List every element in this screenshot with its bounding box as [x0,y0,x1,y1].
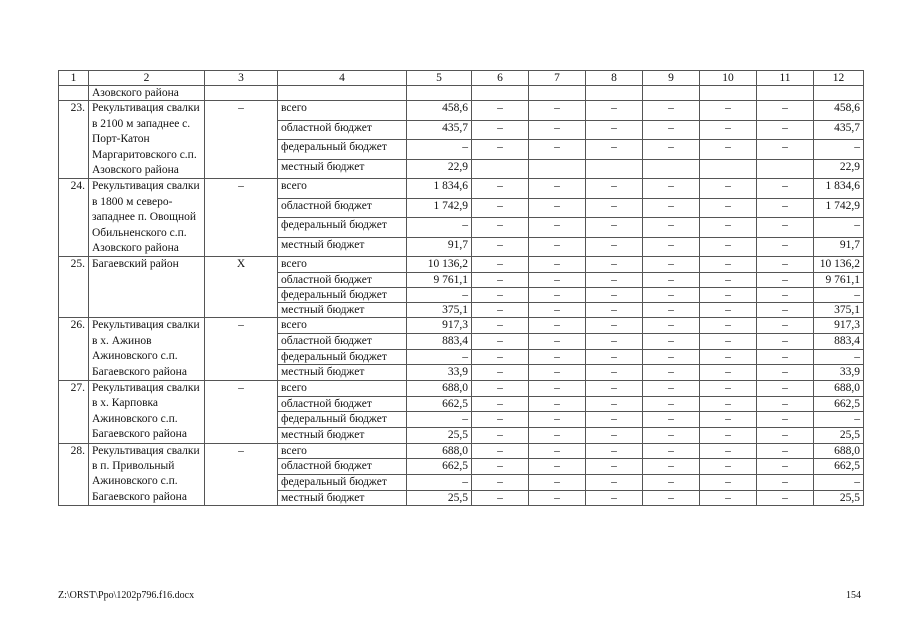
row-number: 27. [59,380,89,443]
summary-value: 25,5 [814,427,864,443]
year-value: – [586,333,643,349]
year-value: – [643,198,700,218]
year-value: – [700,443,757,459]
year-value [529,159,586,179]
funding-source-label: федеральный бюджет [278,412,407,428]
year-value: – [700,365,757,381]
year-value: – [643,257,700,272]
continuation-empty-cell [529,86,586,101]
year-value: – [586,459,643,475]
header-cell: 9 [643,71,700,86]
year-value: – [757,380,814,396]
year-value: – [700,287,757,302]
year-value: – [586,140,643,160]
year-value: – [529,257,586,272]
responsible-cell: – [205,101,278,179]
funding-source-label: всего [278,101,407,121]
year-value: – [757,179,814,199]
year-value: – [757,365,814,381]
summary-value: 662,5 [814,396,864,412]
continuation-empty-cell [472,86,529,101]
header-cell: 4 [278,71,407,86]
continuation-num-cell [59,86,89,101]
year-value: – [757,101,814,121]
total-value: 458,6 [407,101,472,121]
year-value: – [643,101,700,121]
year-value: – [529,443,586,459]
year-value: – [529,237,586,257]
funding-source-label: местный бюджет [278,490,407,506]
object-name: Рекультивация свалки в 1800 м северо-западнее п. Овощной Обильненского с.п. Азовского района [89,179,205,257]
summary-value: 883,4 [814,333,864,349]
row-number: 26. [59,318,89,381]
summary-value: 435,7 [814,120,864,140]
year-value: – [586,443,643,459]
year-value: – [586,101,643,121]
responsible-cell: – [205,179,278,257]
year-value: – [643,303,700,318]
continuation-empty-cell [205,86,278,101]
summary-value: 33,9 [814,365,864,381]
table-row [59,101,864,121]
year-value: – [700,140,757,160]
total-value: – [407,287,472,302]
responsible-cell: – [205,380,278,443]
year-value: – [529,474,586,490]
year-value: – [700,412,757,428]
year-value: – [529,396,586,412]
year-value: – [586,427,643,443]
total-value: – [407,474,472,490]
page-number: 154 [846,590,861,601]
year-value: – [700,490,757,506]
year-value: – [472,474,529,490]
year-value: – [700,396,757,412]
summary-value: 10 136,2 [814,257,864,272]
year-value: – [757,427,814,443]
total-value: – [407,140,472,160]
funding-source-label: местный бюджет [278,427,407,443]
year-value: – [472,120,529,140]
year-value: – [643,396,700,412]
responsible-cell: Х [205,257,278,318]
year-value: – [472,303,529,318]
year-value: – [472,380,529,396]
total-value: 688,0 [407,380,472,396]
object-name: Рекультивация свалки в х. Ажинов Ажиновского с.п. Багаевского района [89,318,205,381]
summary-value: – [814,218,864,238]
funding-source-label: всего [278,443,407,459]
year-value: – [757,412,814,428]
year-value: – [472,333,529,349]
year-value: – [643,333,700,349]
year-value: – [586,198,643,218]
year-value: – [586,412,643,428]
summary-value: 458,6 [814,101,864,121]
year-value: – [529,303,586,318]
year-value: – [472,427,529,443]
summary-value: 662,5 [814,459,864,475]
year-value: – [529,380,586,396]
year-value: – [472,396,529,412]
year-value: – [643,459,700,475]
year-value: – [529,459,586,475]
year-value: – [529,490,586,506]
year-value: – [529,349,586,365]
funding-source-label: областной бюджет [278,120,407,140]
year-value: – [643,349,700,365]
object-name: Рекультивация свалки в х. Карповка Ажиновского с.п. Багаевского района [89,380,205,443]
year-value: – [643,365,700,381]
funding-source-label: областной бюджет [278,272,407,287]
table-row [59,443,864,459]
year-value: – [643,287,700,302]
funding-source-label: областной бюджет [278,396,407,412]
year-value [472,159,529,179]
year-value: – [757,257,814,272]
total-value: 662,5 [407,396,472,412]
year-value: – [472,443,529,459]
funding-source-label: местный бюджет [278,159,407,179]
object-name: Рекультивация свалки в п. Привольный Ажиновского с.п. Багаевского района [89,443,205,506]
year-value: – [529,272,586,287]
funding-source-label: федеральный бюджет [278,349,407,365]
year-value: – [529,101,586,121]
year-value: – [529,198,586,218]
year-value: – [700,427,757,443]
funding-source-label: областной бюджет [278,198,407,218]
continuation-row [59,86,864,101]
year-value: – [472,140,529,160]
year-value: – [586,365,643,381]
year-value: – [700,198,757,218]
summary-value: 1 834,6 [814,179,864,199]
summary-value: 9 761,1 [814,272,864,287]
year-value: – [643,218,700,238]
total-value: – [407,349,472,365]
object-name: Рекультивация свалки в 2100 м западнее с. Порт-Катон Маргаритовского с.п. Азовского района [89,101,205,179]
year-value: – [643,427,700,443]
header-cell: 12 [814,71,864,86]
table-row [59,179,864,199]
table-row [59,318,864,334]
funding-source-label: федеральный бюджет [278,474,407,490]
year-value: – [586,272,643,287]
year-value: – [757,349,814,365]
row-number: 28. [59,443,89,506]
year-value: – [643,272,700,287]
year-value: – [757,140,814,160]
row-number: 24. [59,179,89,257]
year-value: – [472,101,529,121]
funding-source-label: областной бюджет [278,333,407,349]
summary-value: 375,1 [814,303,864,318]
year-value: – [700,459,757,475]
continuation-empty-cell [407,86,472,101]
year-value: – [586,349,643,365]
header-cell: 11 [757,71,814,86]
year-value: – [700,272,757,287]
row-number: 23. [59,101,89,179]
year-value: – [757,318,814,334]
year-value: – [757,120,814,140]
year-value: – [472,237,529,257]
year-value: – [643,490,700,506]
year-value: – [586,380,643,396]
year-value: – [757,287,814,302]
year-value: – [643,380,700,396]
total-value: 1 834,6 [407,179,472,199]
year-value: – [586,179,643,199]
row-number: 25. [59,257,89,318]
summary-value: – [814,474,864,490]
year-value: – [529,365,586,381]
year-value: – [700,333,757,349]
year-value: – [700,257,757,272]
year-value: – [472,218,529,238]
year-value: – [700,120,757,140]
summary-value: – [814,349,864,365]
year-value: – [757,333,814,349]
responsible-cell: – [205,318,278,381]
summary-value: 22,9 [814,159,864,179]
year-value: – [700,474,757,490]
continuation-empty-cell [278,86,407,101]
year-value: – [586,396,643,412]
year-value: – [700,349,757,365]
year-value: – [700,303,757,318]
header-cell: 8 [586,71,643,86]
year-value [700,159,757,179]
year-value: – [757,272,814,287]
year-value: – [472,272,529,287]
funding-source-label: всего [278,380,407,396]
year-value: – [529,218,586,238]
header-cell: 7 [529,71,586,86]
year-value: – [472,490,529,506]
year-value: – [472,459,529,475]
total-value: 1 742,9 [407,198,472,218]
year-value: – [757,237,814,257]
total-value: 10 136,2 [407,257,472,272]
year-value: – [700,380,757,396]
funding-source-label: всего [278,179,407,199]
summary-value: 688,0 [814,380,864,396]
summary-value: 688,0 [814,443,864,459]
year-value: – [529,333,586,349]
year-value: – [757,303,814,318]
year-value: – [757,198,814,218]
total-value: – [407,218,472,238]
summary-value: 917,3 [814,318,864,334]
continuation-empty-cell [757,86,814,101]
summary-value: 91,7 [814,237,864,257]
funding-source-label: местный бюджет [278,303,407,318]
year-value: – [700,237,757,257]
year-value: – [472,349,529,365]
table-row [59,257,864,272]
total-value: 91,7 [407,237,472,257]
year-value: – [643,179,700,199]
continuation-empty-cell [814,86,864,101]
header-cell: 2 [89,71,205,86]
header-cell: 5 [407,71,472,86]
year-value: – [757,218,814,238]
year-value: – [472,287,529,302]
continuation-empty-cell [700,86,757,101]
header-cell: 6 [472,71,529,86]
year-value: – [472,257,529,272]
total-value: 375,1 [407,303,472,318]
year-value: – [586,303,643,318]
year-value [586,159,643,179]
year-value: – [529,140,586,160]
year-value: – [700,101,757,121]
year-value: – [586,318,643,334]
funding-source-label: федеральный бюджет [278,140,407,160]
year-value: – [586,257,643,272]
year-value: – [472,318,529,334]
funding-source-label: всего [278,257,407,272]
header-cell: 3 [205,71,278,86]
continuation-empty-cell [643,86,700,101]
total-value: 435,7 [407,120,472,140]
total-value: 883,4 [407,333,472,349]
year-value: – [643,474,700,490]
year-value: – [472,179,529,199]
header-cell: 10 [700,71,757,86]
summary-value: – [814,287,864,302]
header-cell: 1 [59,71,89,86]
year-value: – [472,198,529,218]
year-value: – [643,318,700,334]
continuation-empty-cell [586,86,643,101]
funding-source-label: всего [278,318,407,334]
summary-value: 25,5 [814,490,864,506]
year-value: – [700,218,757,238]
year-value: – [700,179,757,199]
responsible-cell: – [205,443,278,506]
year-value: – [643,443,700,459]
total-value: 33,9 [407,365,472,381]
summary-value: 1 742,9 [814,198,864,218]
total-value: – [407,412,472,428]
funding-source-label: федеральный бюджет [278,218,407,238]
header-row [59,71,864,86]
year-value: – [700,318,757,334]
funding-source-label: местный бюджет [278,237,407,257]
budget-table [58,70,864,506]
table-row [59,380,864,396]
table-body [59,71,864,506]
year-value: – [643,140,700,160]
year-value: – [529,318,586,334]
year-value: – [586,474,643,490]
total-value: 917,3 [407,318,472,334]
year-value: – [472,365,529,381]
year-value: – [472,412,529,428]
total-value: 9 761,1 [407,272,472,287]
year-value: – [757,474,814,490]
year-value: – [757,443,814,459]
year-value: – [529,427,586,443]
year-value: – [643,120,700,140]
total-value: 22,9 [407,159,472,179]
year-value: – [529,179,586,199]
total-value: 25,5 [407,490,472,506]
year-value: – [757,459,814,475]
footer-file-path: Z:\ORST\Ppo\1202p796.f16.docx [58,590,195,601]
year-value: – [586,287,643,302]
object-name: Багаевский район [89,257,205,318]
year-value: – [643,412,700,428]
year-value: – [757,396,814,412]
year-value: – [586,218,643,238]
total-value: 662,5 [407,459,472,475]
year-value: – [586,120,643,140]
year-value: – [586,237,643,257]
continuation-name-cell: Азовского района [89,86,205,101]
summary-value: – [814,140,864,160]
funding-source-label: федеральный бюджет [278,287,407,302]
year-value [757,159,814,179]
year-value: – [757,490,814,506]
year-value: – [643,237,700,257]
funding-source-label: местный бюджет [278,365,407,381]
year-value: – [529,412,586,428]
year-value: – [529,120,586,140]
year-value: – [586,490,643,506]
funding-source-label: областной бюджет [278,459,407,475]
year-value [643,159,700,179]
total-value: 688,0 [407,443,472,459]
summary-value: – [814,412,864,428]
year-value: – [529,287,586,302]
total-value: 25,5 [407,427,472,443]
